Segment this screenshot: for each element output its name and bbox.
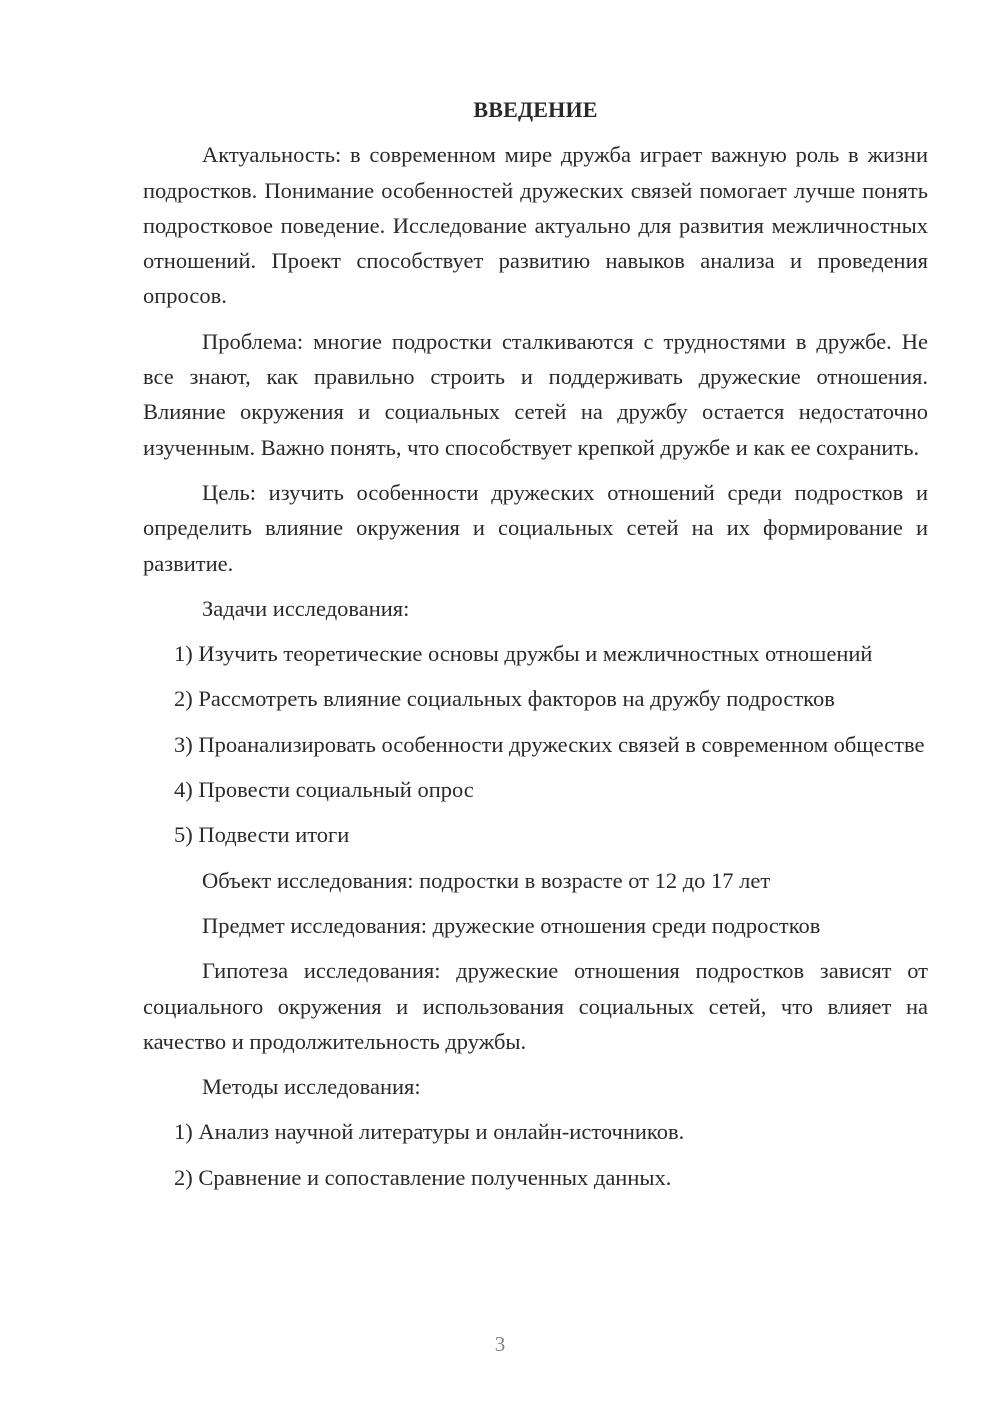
problem-paragraph: Проблема: многие подростки сталкиваются с трудностями в дружбе. Не все знают, как правильно строить и поддерживать дружеские отношения. Влияние окружения и социальных сетей на дружбу остается недостаточно изученным. Важно понять, что способствует крепкой дружбе и как ее сохранить.: [143, 328, 928, 460]
task-item-3: 3) Проанализировать особенности дружеских связей в современном обществе: [174, 731, 925, 757]
section-title: ВВЕДЕНИЕ: [473, 97, 598, 122]
subject-paragraph: Предмет исследования: дружеские отношения среди подростков: [202, 912, 821, 938]
page-number: 3: [494, 1332, 506, 1356]
methods-heading: Методы исследования:: [202, 1074, 421, 1100]
relevance-paragraph: Актуальность: в современном мире дружба играет важную роль в жизни подростков. Понимание особенностей дружеских связей помогает лучше понять подростковое поведение. Исследование актуально для развития межличностных отношений. Проект способствует развитию навыков анализа и проведения опросов.: [143, 142, 928, 309]
object-paragraph: Объект исследования: подростки в возрасте от 12 до 17 лет: [202, 867, 771, 893]
hypothesis-paragraph: Гипотеза исследования: дружеские отношения подростков зависят от социального окружения и использования социальных сетей, что влияет на качество и продолжительность дружбы.: [143, 958, 928, 1054]
task-item-5: 5) Подвести итоги: [174, 822, 350, 848]
document-page: [143, 92, 928, 1205]
tasks-heading: Задачи исследования:: [202, 595, 410, 621]
goal-paragraph: Цель: изучить особенности дружеских отношений среди подростков и определить влияние окружения и социальных сетей на их формирование и развитие.: [143, 479, 928, 576]
task-item-2: 2) Рассмотреть влияние социальных факторов на дружбу подростков: [174, 686, 835, 712]
task-item-1: 1) Изучить теоретические основы дружбы и межличностных отношений: [174, 641, 873, 667]
task-item-4: 4) Провести социальный опрос: [174, 777, 474, 803]
method-item-1: 1) Анализ научной литературы и онлайн-источников.: [174, 1119, 685, 1145]
method-item-2: 2) Сравнение и сопоставление полученных данных.: [174, 1164, 672, 1190]
